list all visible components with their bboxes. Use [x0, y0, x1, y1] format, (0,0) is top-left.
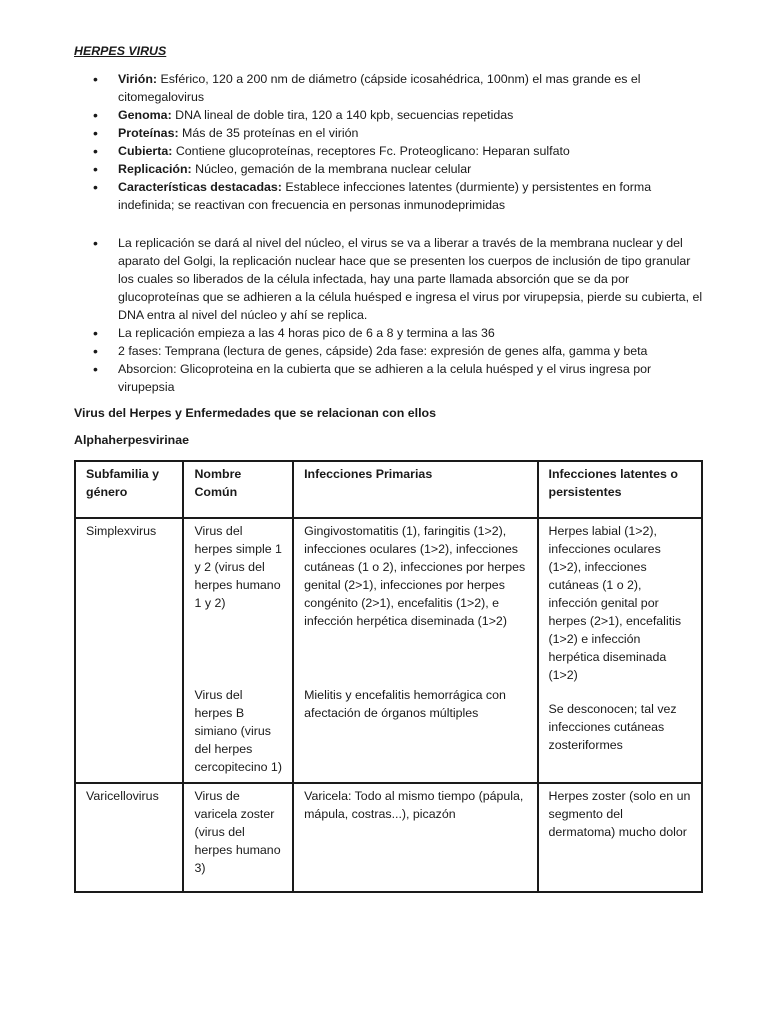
list-item: • Absorcion: Glicoproteina en la cubierta que se adhieren a la celula huésped y el virus ingresa por virupepsia: [118, 360, 703, 396]
property-label: Replicación:: [118, 162, 192, 176]
list-item: [118, 178, 703, 214]
table-row: [75, 518, 702, 783]
header-cell: Subfamilia y género: [75, 461, 183, 518]
b-virus-primary: Mielitis y encefalitis hemorrágica con afectación de órganos múltiples: [304, 688, 506, 720]
hsv-primary: Gingivostomatitis (1), faringitis (1>2), infecciones oculares (1>2), infecciones cutáneas (1 o 2), infecciones por herpes genital (2>1), infecciones por herpes congénito (2>1), encefalitis (1>2), e infección herpética diseminada (1>2): [304, 524, 526, 628]
property-text: Contiene glucoproteínas, receptores Fc. Proteoglicano: Heparan sulfato: [172, 144, 570, 158]
section-title: Virus del Herpes y Enfermedades que se relacionan con ellos: [74, 406, 436, 420]
b-virus-name: Virus del herpes B simiano (virus del herpes cercopitecino 1): [194, 688, 282, 774]
properties-list: [118, 70, 703, 214]
list-item: [118, 70, 703, 106]
primary-cell: [293, 518, 537, 783]
header-cell: Nombre Común: [183, 461, 293, 518]
genus-cell: Simplexvirus: [75, 518, 183, 783]
latent-cell: Herpes zoster (solo en un segmento del dermatoma) mucho dolor: [538, 783, 703, 892]
list-item: [118, 124, 703, 142]
property-label: Genoma:: [118, 108, 172, 122]
table-header-row: [75, 461, 702, 518]
property-label: Características destacadas:: [118, 180, 282, 194]
property-text: Más de 35 proteínas en el virión: [178, 126, 359, 140]
property-label: Cubierta:: [118, 144, 173, 158]
list-item: [118, 106, 703, 124]
property-text: Núcleo, gemación de la membrana nuclear celular: [191, 162, 472, 176]
name-cell: [183, 518, 293, 783]
hsv-latent: Herpes labial (1>2), infecciones oculares (1>2), infecciones cutáneas (1 o 2), infección genital por herpes (2>1), encefalitis (1>2) e infección herpética diseminada (1>2): [548, 524, 682, 682]
notes-list: [118, 234, 703, 396]
subsection-title: Alphaherpesvirinae: [74, 433, 190, 447]
list-item: [118, 160, 703, 178]
document-title: HERPES VIRUS: [74, 44, 167, 58]
list-item: • La replicación empieza a las 4 horas pico de 6 a 8 y termina a las 36: [118, 324, 703, 342]
list-item: • La replicación se dará al nivel del núcleo, el virus se va a liberar a través de la membrana nuclear y del aparato del Golgi, la replicación nuclear hace que se presenten los cuerpos de inclusión de tipo granular los cuales so liberados de la célula infectada, hay una parte llamada absorción que se da por glucoproteínas que se adhieren a la célula huésped e ingresa el virus por virupepsia, pierde su cubierta, el DNA entra al nivel del núcleo y ahí se replica.: [118, 234, 703, 324]
name-cell: Virus de varicela zoster (virus del herpes humano 3): [183, 783, 293, 892]
list-item: • 2 fases: Temprana (lectura de genes, cápside) 2da fase: expresión de genes alfa, gamma y beta: [118, 342, 703, 360]
property-label: Proteínas:: [118, 126, 179, 140]
genus-cell: Varicellovirus: [75, 783, 183, 892]
header-cell: Infecciones Primarias: [293, 461, 537, 518]
latent-cell: [538, 518, 703, 783]
table-row: [75, 783, 702, 892]
list-item: [118, 142, 703, 160]
header-cell: Infecciones latentes o persistentes: [538, 461, 703, 518]
herpes-table: [74, 460, 703, 893]
property-text: DNA lineal de doble tira, 120 a 140 kpb, secuencias repetidas: [171, 108, 514, 122]
property-label: Virión:: [118, 72, 158, 86]
b-virus-latent: Se desconocen; tal vez infecciones cutáneas zosteriformes: [548, 702, 677, 752]
property-text: Establece infecciones latentes (durmiente) y persistentes en forma indefinida; se reactivan con frecuencia en personas inmunodeprimidas: [118, 180, 652, 212]
property-text: Esférico, 120 a 200 nm de diámetro (cápside icosahédrica, 100nm) el mas grande es el citomegalovirus: [118, 72, 641, 104]
primary-cell: Varicela: Todo al mismo tiempo (pápula, mápula, costras...), picazón: [293, 783, 537, 892]
hsv-name: Virus del herpes simple 1 y 2 (virus del herpes humano 1 y 2): [194, 524, 282, 610]
